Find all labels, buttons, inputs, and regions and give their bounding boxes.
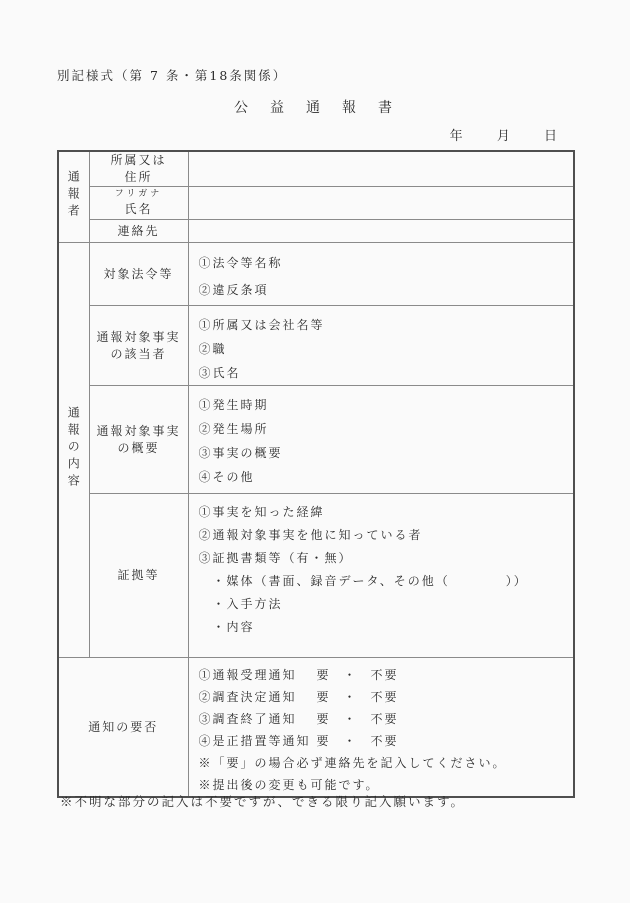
month-label: 月 [496,129,510,144]
field-value-affiliation [188,151,574,187]
field-label-notification: 通知の要否 [58,658,188,798]
field-label-name: フリガナ 氏名 [89,187,188,220]
field-value-target-laws [188,243,574,306]
field-label-evidence: 証拠等 [89,494,188,658]
field-label-affiliation: 所属又は 住所 [89,151,188,187]
notice-option-row: ③調査終了通知 要 ・ 不要 [199,708,568,730]
footer-note: ※不明な部分の記入は不要ですが、できる限り記入願います。 [60,794,466,809]
list-item: ・内容 [212,620,255,634]
row-fact-summary [58,386,574,494]
year-label: 年 [449,129,463,144]
option-required: 要 [316,668,331,682]
field-label-fact-summary: 通報対象事実 の概要 [89,386,188,494]
list-item: ①事実を知った経緯 [198,505,325,519]
reporter-section-label: 通報者 [66,170,81,221]
content-section-header [58,243,89,658]
list-item: ②職 [198,342,227,356]
field-value-name [188,187,574,220]
option-separator: ・ [343,668,358,682]
row-contact [58,220,574,243]
list-item: ④その他 [198,470,255,484]
option-not-required: 不要 [370,712,399,726]
notice-option-row: ①通報受理通知 要 ・ 不要 [199,664,568,686]
list-item: ①法令等名称 [198,256,283,270]
list-item: ③事実の概要 [198,446,283,460]
option-separator: ・ [343,690,358,704]
option-not-required: 不要 [370,668,399,682]
list-item: ②違反条項 [198,283,269,297]
option-not-required: 不要 [370,690,399,704]
notice-option-row: ④是正措置等通知 要 ・ 不要 [199,730,568,752]
field-value-contact [188,220,574,243]
option-separator: ・ [343,734,358,748]
row-target-laws [58,243,574,306]
field-value-fact-summary [188,386,574,494]
content-section-label: 通報の内容 [66,406,81,491]
list-item: ②発生場所 [198,422,269,436]
report-table [57,150,575,798]
field-label-contact: 連絡先 [89,220,188,243]
list-item: ②通報対象事実を他に知っている者 [198,528,423,542]
field-label-target-laws: 対象法令等 [89,243,188,306]
list-item: ・入手方法 [212,597,283,611]
notice-option-row: ②調査決定通知 要 ・ 不要 [199,686,568,708]
option-separator: ・ [343,712,358,726]
list-item: ①所属又は会社名等 [198,318,325,332]
date-line [57,125,573,144]
option-not-required: 不要 [370,734,399,748]
option-required: 要 [316,712,331,726]
field-value-evidence [188,494,574,658]
option-required: 要 [316,690,331,704]
day-label: 日 [543,129,557,144]
furigana-label: フリガナ [114,189,163,199]
field-value-notification [188,658,574,798]
field-label-subject-person: 通報対象事実 の該当者 [89,306,188,386]
form-reference: 別記様式（第 7 条・第18条関係） [57,68,288,83]
row-affiliation [58,151,574,187]
notice-note: ※提出後の変更も可能です。 [198,778,380,792]
list-item: ③氏名 [198,366,241,380]
notice-note: ※「要」の場合必ず連絡先を記入してください。 [198,756,507,770]
row-notification [58,658,574,798]
row-name [58,187,574,220]
list-item: ・媒体（書面、録音データ、その他（ ）） [212,574,528,588]
option-required: 要 [316,734,331,748]
row-evidence [58,494,574,658]
row-subject-person [58,306,574,386]
reporter-section-header [58,151,89,243]
field-value-subject-person [188,306,574,386]
list-item: ③証拠書類等（有・無） [198,551,353,565]
document-title: 公 益 通 報 書 [234,100,396,116]
list-item: ①発生時期 [198,398,269,412]
